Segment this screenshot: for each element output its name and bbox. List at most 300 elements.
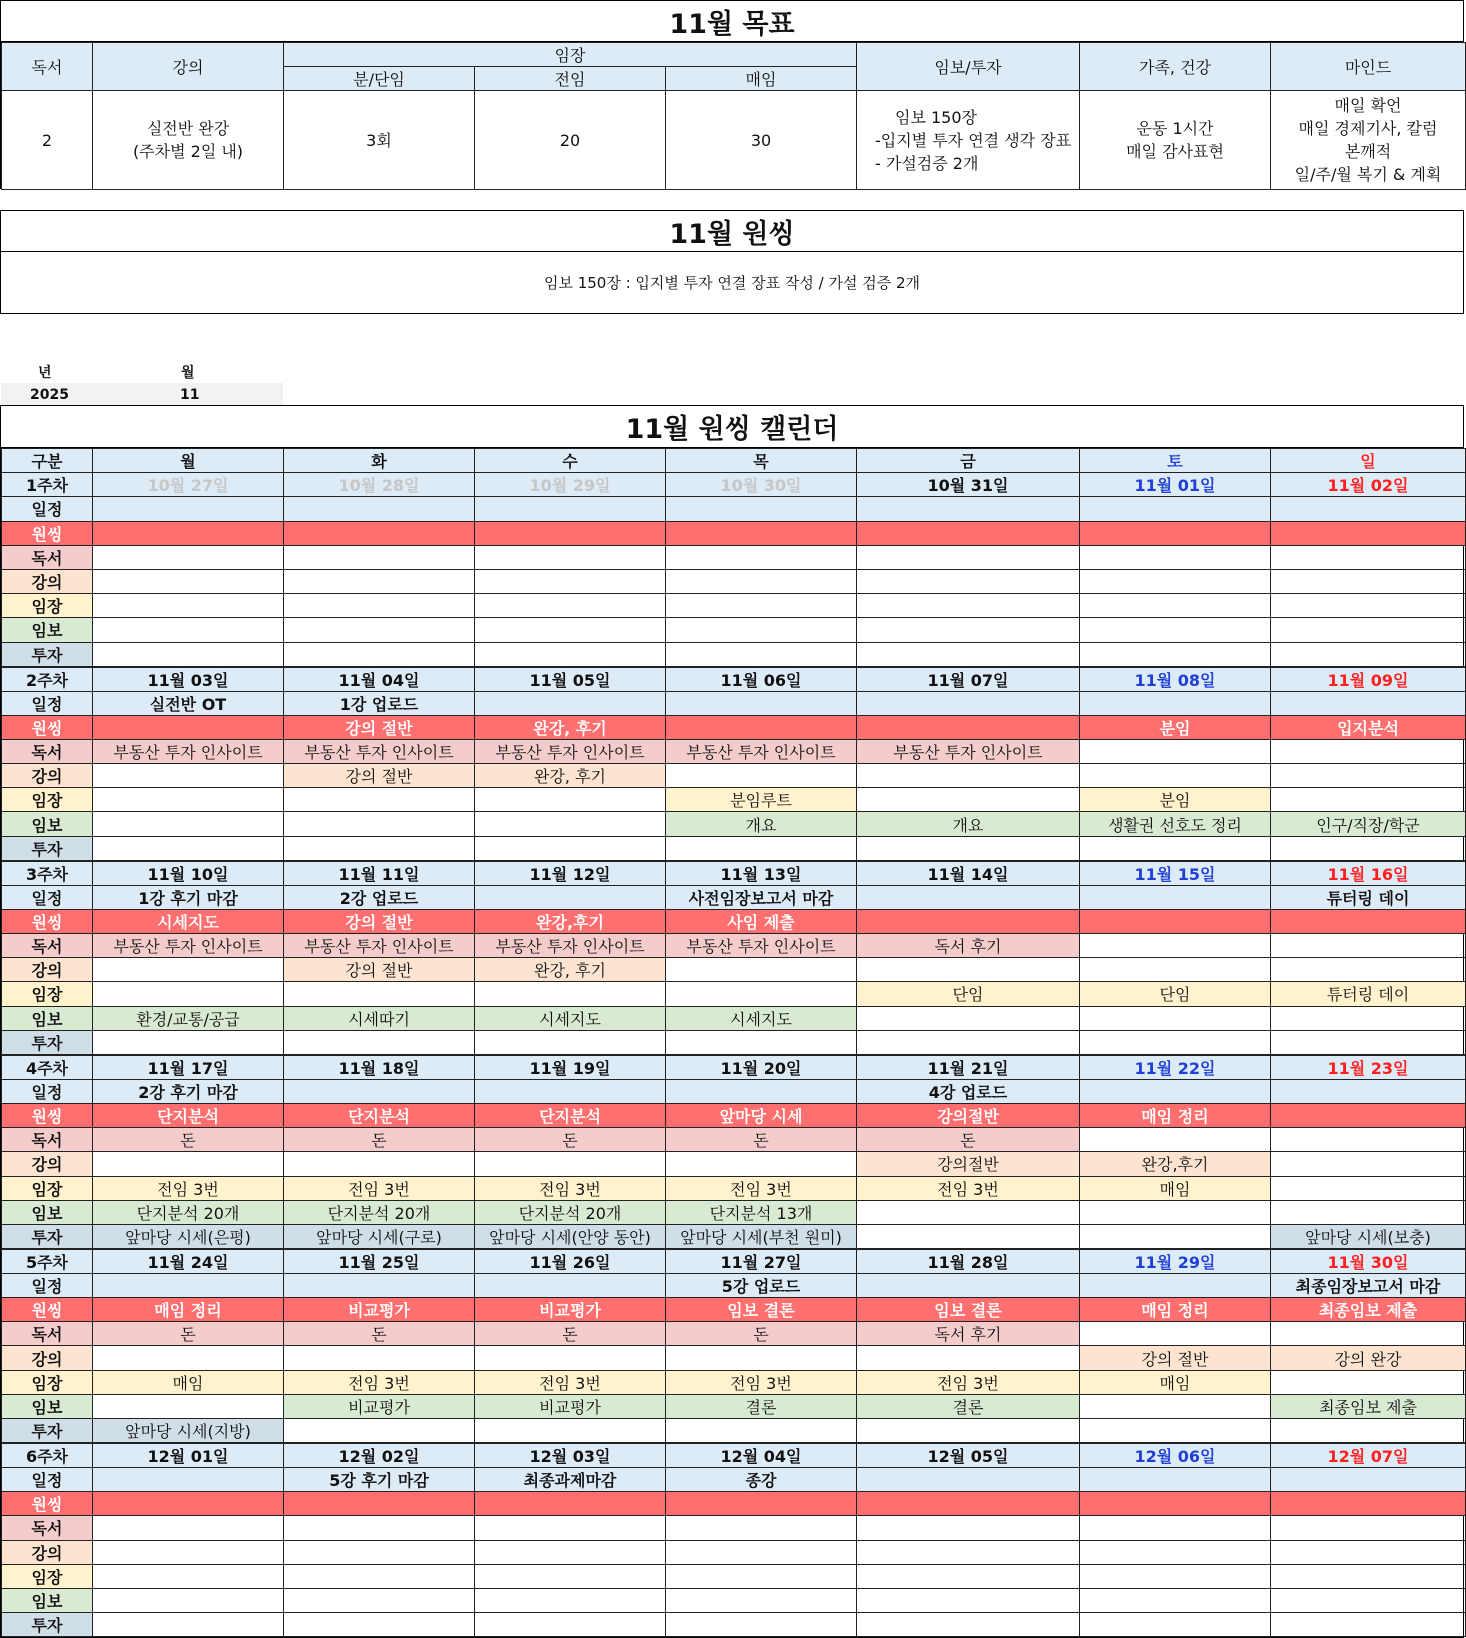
calendar-cell-imjang[interactable]: [284, 788, 475, 812]
calendar-cell-lecture[interactable]: [666, 1346, 857, 1370]
calendar-cell-one-thing[interactable]: 시세지도: [93, 909, 284, 933]
calendar-cell-invest[interactable]: [1271, 836, 1466, 861]
calendar-cell-one-thing[interactable]: 완강,후기: [475, 909, 666, 933]
calendar-cell-imbo[interactable]: [857, 1588, 1080, 1612]
calendar-cell-imjang[interactable]: [1080, 1564, 1271, 1588]
calendar-cell-imjang[interactable]: [1271, 788, 1466, 812]
calendar-date-cell[interactable]: 12월 02일: [284, 1443, 475, 1468]
calendar-cell-imjang[interactable]: [475, 1564, 666, 1588]
calendar-cell-invest[interactable]: 앞마당 시세(은평): [93, 1224, 284, 1249]
calendar-cell-schedule[interactable]: [475, 691, 666, 715]
calendar-date-cell[interactable]: 12월 04일: [666, 1443, 857, 1468]
calendar-cell-lecture[interactable]: [857, 569, 1080, 593]
calendar-cell-imjang[interactable]: [93, 982, 284, 1006]
calendar-cell-one-thing[interactable]: 강의절반: [857, 1103, 1080, 1127]
calendar-cell-lecture[interactable]: [1271, 764, 1466, 788]
calendar-date-cell[interactable]: 11월 03일: [93, 667, 284, 692]
calendar-cell-imbo[interactable]: 결론: [666, 1394, 857, 1418]
calendar-cell-schedule[interactable]: [1271, 1079, 1466, 1103]
calendar-cell-imjang[interactable]: [1271, 1564, 1466, 1588]
calendar-cell-imjang[interactable]: [475, 982, 666, 1006]
calendar-cell-lecture[interactable]: [857, 1540, 1080, 1564]
calendar-cell-imjang[interactable]: 전임 3번: [666, 1176, 857, 1200]
calendar-cell-schedule[interactable]: [284, 1079, 475, 1103]
calendar-cell-invest[interactable]: [475, 642, 666, 667]
calendar-cell-imbo[interactable]: [475, 812, 666, 836]
calendar-cell-one-thing[interactable]: [666, 715, 857, 739]
calendar-cell-imjang[interactable]: [475, 594, 666, 618]
calendar-cell-imbo[interactable]: 생활권 선호도 정리: [1080, 812, 1271, 836]
calendar-cell-one-thing[interactable]: 사임 제출: [666, 909, 857, 933]
calendar-cell-imbo[interactable]: [1080, 1394, 1271, 1418]
calendar-cell-imbo[interactable]: [1271, 1006, 1466, 1030]
calendar-cell-imbo[interactable]: 최종임보 제출: [1271, 1394, 1466, 1418]
calendar-cell-invest[interactable]: [93, 836, 284, 861]
calendar-cell-schedule[interactable]: 실전반 OT: [93, 691, 284, 715]
calendar-cell-lecture[interactable]: [1080, 569, 1271, 593]
calendar-cell-reading[interactable]: 독서 후기: [857, 934, 1080, 958]
calendar-cell-imbo[interactable]: [857, 1006, 1080, 1030]
calendar-cell-imjang[interactable]: [857, 788, 1080, 812]
calendar-cell-lecture[interactable]: [1080, 958, 1271, 982]
calendar-cell-imbo[interactable]: [1080, 618, 1271, 642]
calendar-cell-reading[interactable]: [1080, 545, 1271, 569]
calendar-cell-reading[interactable]: [857, 1516, 1080, 1540]
calendar-cell-one-thing[interactable]: 단지분석: [93, 1103, 284, 1127]
calendar-cell-reading[interactable]: 부동산 투자 인사이트: [284, 739, 475, 763]
calendar-cell-reading[interactable]: [1080, 1128, 1271, 1152]
calendar-cell-reading[interactable]: 부동산 투자 인사이트: [666, 739, 857, 763]
calendar-cell-reading[interactable]: 돈: [857, 1128, 1080, 1152]
calendar-cell-one-thing[interactable]: 강의 절반: [284, 909, 475, 933]
calendar-cell-imjang[interactable]: [93, 594, 284, 618]
calendar-cell-reading[interactable]: 돈: [666, 1322, 857, 1346]
calendar-cell-reading[interactable]: 돈: [284, 1322, 475, 1346]
calendar-cell-imjang[interactable]: [284, 594, 475, 618]
calendar-cell-lecture[interactable]: [93, 1346, 284, 1370]
calendar-cell-reading[interactable]: [475, 1516, 666, 1540]
calendar-cell-imjang[interactable]: 매임: [1080, 1176, 1271, 1200]
calendar-cell-lecture[interactable]: [93, 569, 284, 593]
calendar-cell-schedule[interactable]: [666, 1079, 857, 1103]
calendar-cell-reading[interactable]: 돈: [666, 1128, 857, 1152]
calendar-cell-invest[interactable]: [475, 1419, 666, 1444]
calendar-date-cell[interactable]: 11월 01일: [1080, 473, 1271, 497]
calendar-cell-reading[interactable]: 부동산 투자 인사이트: [284, 934, 475, 958]
calendar-cell-schedule[interactable]: [1271, 1468, 1466, 1492]
calendar-cell-schedule[interactable]: [666, 691, 857, 715]
calendar-date-cell[interactable]: 11월 20일: [666, 1055, 857, 1080]
calendar-cell-one-thing[interactable]: 비교평가: [284, 1298, 475, 1322]
calendar-cell-reading[interactable]: [475, 545, 666, 569]
calendar-cell-imbo[interactable]: 단지분석 13개: [666, 1200, 857, 1224]
calendar-cell-lecture[interactable]: [666, 1540, 857, 1564]
calendar-cell-one-thing[interactable]: [93, 521, 284, 545]
calendar-cell-lecture[interactable]: [284, 1152, 475, 1176]
calendar-cell-invest[interactable]: [475, 1030, 666, 1055]
calendar-cell-lecture[interactable]: [1271, 958, 1466, 982]
calendar-date-cell[interactable]: 11월 12일: [475, 861, 666, 886]
calendar-cell-schedule[interactable]: 1강 후기 마감: [93, 885, 284, 909]
calendar-cell-one-thing[interactable]: [1271, 1492, 1466, 1516]
calendar-cell-invest[interactable]: [1080, 1030, 1271, 1055]
calendar-cell-one-thing[interactable]: 강의 절반: [284, 715, 475, 739]
calendar-cell-invest[interactable]: [284, 836, 475, 861]
calendar-cell-reading[interactable]: [666, 545, 857, 569]
calendar-cell-reading[interactable]: 돈: [93, 1128, 284, 1152]
calendar-cell-schedule[interactable]: [1080, 691, 1271, 715]
calendar-cell-one-thing[interactable]: [1080, 909, 1271, 933]
calendar-cell-lecture[interactable]: 완강,후기: [1080, 1152, 1271, 1176]
calendar-date-cell[interactable]: 11월 18일: [284, 1055, 475, 1080]
calendar-date-cell[interactable]: 10월 28일: [284, 473, 475, 497]
calendar-cell-schedule[interactable]: [857, 1468, 1080, 1492]
calendar-cell-one-thing[interactable]: [666, 521, 857, 545]
calendar-cell-one-thing[interactable]: 완강, 후기: [475, 715, 666, 739]
calendar-cell-imjang[interactable]: [284, 1564, 475, 1588]
calendar-cell-schedule[interactable]: [1080, 1468, 1271, 1492]
calendar-cell-lecture[interactable]: 완강, 후기: [475, 764, 666, 788]
calendar-cell-schedule[interactable]: [93, 497, 284, 521]
calendar-cell-lecture[interactable]: 강의 절반: [284, 764, 475, 788]
calendar-cell-lecture[interactable]: [857, 1346, 1080, 1370]
calendar-cell-imbo[interactable]: 시세지도: [666, 1006, 857, 1030]
calendar-cell-invest[interactable]: [666, 836, 857, 861]
calendar-cell-imbo[interactable]: [1080, 1006, 1271, 1030]
calendar-cell-imjang[interactable]: 튜터링 데이: [1271, 982, 1466, 1006]
calendar-date-cell[interactable]: 11월 15일: [1080, 861, 1271, 886]
calendar-cell-schedule[interactable]: [475, 1079, 666, 1103]
calendar-cell-one-thing[interactable]: [1271, 521, 1466, 545]
calendar-cell-imbo[interactable]: [1271, 1200, 1466, 1224]
calendar-cell-lecture[interactable]: [857, 764, 1080, 788]
calendar-cell-invest[interactable]: [475, 1613, 666, 1637]
calendar-cell-lecture[interactable]: [93, 958, 284, 982]
calendar-cell-invest[interactable]: [1271, 642, 1466, 667]
calendar-cell-one-thing[interactable]: [1080, 521, 1271, 545]
calendar-cell-schedule[interactable]: 2강 업로드: [284, 885, 475, 909]
calendar-date-cell[interactable]: 11월 17일: [93, 1055, 284, 1080]
calendar-cell-invest[interactable]: 앞마당 시세(안양 동안): [475, 1224, 666, 1249]
calendar-cell-schedule[interactable]: 1강 업로드: [284, 691, 475, 715]
calendar-date-cell[interactable]: 11월 13일: [666, 861, 857, 886]
calendar-cell-schedule[interactable]: [1080, 1079, 1271, 1103]
calendar-cell-one-thing[interactable]: 비교평가: [475, 1298, 666, 1322]
calendar-cell-imjang[interactable]: 분임루트: [666, 788, 857, 812]
calendar-cell-schedule[interactable]: [284, 497, 475, 521]
calendar-cell-imjang[interactable]: [1271, 594, 1466, 618]
calendar-cell-reading[interactable]: [1080, 1516, 1271, 1540]
calendar-cell-imbo[interactable]: [475, 1588, 666, 1612]
calendar-cell-invest[interactable]: [666, 1030, 857, 1055]
calendar-cell-one-thing[interactable]: 분임: [1080, 715, 1271, 739]
calendar-date-cell[interactable]: 11월 08일: [1080, 667, 1271, 692]
calendar-cell-imjang[interactable]: [93, 788, 284, 812]
calendar-date-cell[interactable]: 11월 06일: [666, 667, 857, 692]
calendar-cell-imbo[interactable]: 단지분석 20개: [284, 1200, 475, 1224]
calendar-cell-schedule[interactable]: [93, 1468, 284, 1492]
calendar-cell-one-thing[interactable]: 매임 정리: [93, 1298, 284, 1322]
calendar-cell-reading[interactable]: [1080, 739, 1271, 763]
calendar-date-cell[interactable]: 11월 04일: [284, 667, 475, 692]
calendar-cell-invest[interactable]: [1271, 1613, 1466, 1637]
calendar-date-cell[interactable]: 11월 02일: [1271, 473, 1466, 497]
calendar-cell-invest[interactable]: [857, 642, 1080, 667]
calendar-cell-one-thing[interactable]: 임보 결론: [857, 1298, 1080, 1322]
calendar-cell-reading[interactable]: 부동산 투자 인사이트: [93, 934, 284, 958]
calendar-cell-schedule[interactable]: [1080, 885, 1271, 909]
calendar-date-cell[interactable]: 10월 29일: [475, 473, 666, 497]
calendar-cell-imbo[interactable]: [284, 618, 475, 642]
calendar-cell-imjang[interactable]: [93, 1564, 284, 1588]
calendar-cell-schedule[interactable]: [857, 885, 1080, 909]
calendar-cell-schedule[interactable]: 종강: [666, 1468, 857, 1492]
calendar-cell-imbo[interactable]: 시세지도: [475, 1006, 666, 1030]
calendar-cell-imbo[interactable]: 개요: [857, 812, 1080, 836]
calendar-cell-reading[interactable]: [1080, 934, 1271, 958]
calendar-cell-schedule[interactable]: 튜터링 데이: [1271, 885, 1466, 909]
calendar-cell-imjang[interactable]: [1271, 1176, 1466, 1200]
calendar-date-cell[interactable]: 11월 21일: [857, 1055, 1080, 1080]
calendar-cell-lecture[interactable]: [1271, 569, 1466, 593]
calendar-cell-imbo[interactable]: 결론: [857, 1394, 1080, 1418]
calendar-cell-lecture[interactable]: [666, 569, 857, 593]
calendar-cell-imjang[interactable]: [284, 982, 475, 1006]
calendar-cell-reading[interactable]: [857, 545, 1080, 569]
calendar-cell-one-thing[interactable]: 앞마당 시세: [666, 1103, 857, 1127]
calendar-cell-invest[interactable]: [857, 1224, 1080, 1249]
calendar-cell-lecture[interactable]: 강의 절반: [1080, 1346, 1271, 1370]
calendar-cell-one-thing[interactable]: [857, 715, 1080, 739]
calendar-cell-lecture[interactable]: [475, 569, 666, 593]
calendar-cell-invest[interactable]: [93, 1613, 284, 1637]
calendar-cell-schedule[interactable]: [1271, 691, 1466, 715]
calendar-cell-reading[interactable]: [666, 1516, 857, 1540]
calendar-cell-lecture[interactable]: [284, 1540, 475, 1564]
calendar-date-cell[interactable]: 10월 31일: [857, 473, 1080, 497]
calendar-cell-invest[interactable]: [475, 836, 666, 861]
calendar-cell-imbo[interactable]: [857, 1200, 1080, 1224]
calendar-cell-invest[interactable]: 앞마당 시세(지방): [93, 1419, 284, 1444]
calendar-cell-imbo[interactable]: [475, 618, 666, 642]
calendar-date-cell[interactable]: 11월 22일: [1080, 1055, 1271, 1080]
calendar-cell-reading[interactable]: 독서 후기: [857, 1322, 1080, 1346]
calendar-cell-imjang[interactable]: [857, 1564, 1080, 1588]
calendar-date-cell[interactable]: 11월 05일: [475, 667, 666, 692]
calendar-cell-lecture[interactable]: [666, 1152, 857, 1176]
calendar-date-cell[interactable]: 11월 14일: [857, 861, 1080, 886]
calendar-cell-reading[interactable]: [284, 545, 475, 569]
calendar-cell-schedule[interactable]: 4강 업로드: [857, 1079, 1080, 1103]
calendar-cell-lecture[interactable]: [857, 958, 1080, 982]
calendar-date-cell[interactable]: 11월 27일: [666, 1249, 857, 1274]
calendar-cell-one-thing[interactable]: [93, 715, 284, 739]
calendar-date-cell[interactable]: 11월 24일: [93, 1249, 284, 1274]
calendar-cell-one-thing[interactable]: [1271, 909, 1466, 933]
calendar-date-cell[interactable]: 12월 07일: [1271, 1443, 1466, 1468]
calendar-cell-imbo[interactable]: 환경/교통/공급: [93, 1006, 284, 1030]
calendar-cell-invest[interactable]: [93, 642, 284, 667]
calendar-cell-imjang[interactable]: 매임: [93, 1370, 284, 1394]
calendar-cell-imjang[interactable]: 전임 3번: [857, 1370, 1080, 1394]
calendar-date-cell[interactable]: 11월 19일: [475, 1055, 666, 1080]
calendar-cell-invest[interactable]: [1271, 1030, 1466, 1055]
calendar-cell-one-thing[interactable]: 입지분석: [1271, 715, 1466, 739]
calendar-cell-schedule[interactable]: [1080, 1273, 1271, 1297]
calendar-cell-invest[interactable]: [93, 1030, 284, 1055]
calendar-cell-imjang[interactable]: [475, 788, 666, 812]
calendar-cell-imbo[interactable]: [1080, 1200, 1271, 1224]
calendar-cell-imjang[interactable]: 전임 3번: [475, 1176, 666, 1200]
calendar-date-cell[interactable]: 11월 25일: [284, 1249, 475, 1274]
calendar-cell-reading[interactable]: [93, 545, 284, 569]
calendar-cell-imbo[interactable]: [284, 812, 475, 836]
calendar-cell-one-thing[interactable]: [1271, 1103, 1466, 1127]
calendar-cell-reading[interactable]: 돈: [475, 1322, 666, 1346]
calendar-cell-imbo[interactable]: 시세따기: [284, 1006, 475, 1030]
calendar-cell-imbo[interactable]: [93, 1588, 284, 1612]
calendar-cell-one-thing[interactable]: [475, 521, 666, 545]
calendar-cell-schedule[interactable]: [475, 885, 666, 909]
calendar-cell-reading[interactable]: [1271, 545, 1466, 569]
calendar-cell-imbo[interactable]: 비교평가: [284, 1394, 475, 1418]
calendar-cell-reading[interactable]: 돈: [93, 1322, 284, 1346]
calendar-cell-invest[interactable]: 앞마당 시세(보충): [1271, 1224, 1466, 1249]
calendar-cell-schedule[interactable]: [857, 691, 1080, 715]
calendar-cell-imbo[interactable]: 단지분석 20개: [93, 1200, 284, 1224]
calendar-date-cell[interactable]: 11월 26일: [475, 1249, 666, 1274]
calendar-cell-invest[interactable]: [857, 836, 1080, 861]
calendar-cell-invest[interactable]: [284, 1419, 475, 1444]
calendar-cell-schedule[interactable]: [284, 1273, 475, 1297]
calendar-cell-reading[interactable]: 부동산 투자 인사이트: [93, 739, 284, 763]
calendar-cell-imjang[interactable]: 단임: [857, 982, 1080, 1006]
calendar-cell-one-thing[interactable]: 단지분석: [475, 1103, 666, 1127]
calendar-cell-schedule[interactable]: [475, 1273, 666, 1297]
month-value[interactable]: 11: [180, 387, 200, 403]
calendar-cell-invest[interactable]: [1080, 1613, 1271, 1637]
calendar-date-cell[interactable]: 12월 06일: [1080, 1443, 1271, 1468]
calendar-date-cell[interactable]: 10월 30일: [666, 473, 857, 497]
calendar-cell-reading[interactable]: 돈: [475, 1128, 666, 1152]
calendar-date-cell[interactable]: 11월 16일: [1271, 861, 1466, 886]
calendar-cell-one-thing[interactable]: [1080, 1492, 1271, 1516]
calendar-cell-invest[interactable]: [857, 1419, 1080, 1444]
calendar-cell-reading[interactable]: [1271, 1128, 1466, 1152]
calendar-cell-lecture[interactable]: 강의 절반: [284, 958, 475, 982]
calendar-cell-schedule[interactable]: [1271, 497, 1466, 521]
calendar-cell-schedule[interactable]: [857, 497, 1080, 521]
calendar-cell-lecture[interactable]: [666, 764, 857, 788]
calendar-cell-imbo[interactable]: [1271, 618, 1466, 642]
calendar-cell-reading[interactable]: [1271, 739, 1466, 763]
calendar-cell-reading[interactable]: [1271, 934, 1466, 958]
calendar-cell-schedule[interactable]: 최종임장보고서 마감: [1271, 1273, 1466, 1297]
calendar-cell-imbo[interactable]: [93, 1394, 284, 1418]
calendar-cell-one-thing[interactable]: [284, 1492, 475, 1516]
calendar-cell-lecture[interactable]: [1080, 764, 1271, 788]
calendar-cell-one-thing[interactable]: [475, 1492, 666, 1516]
calendar-date-cell[interactable]: 11월 09일: [1271, 667, 1466, 692]
calendar-cell-schedule[interactable]: 사전임장보고서 마감: [666, 885, 857, 909]
calendar-cell-lecture[interactable]: [93, 764, 284, 788]
calendar-cell-lecture[interactable]: [1271, 1540, 1466, 1564]
calendar-cell-imbo[interactable]: [284, 1588, 475, 1612]
calendar-cell-one-thing[interactable]: 단지분석: [284, 1103, 475, 1127]
calendar-cell-lecture[interactable]: [475, 1346, 666, 1370]
calendar-cell-imjang[interactable]: 분임: [1080, 788, 1271, 812]
calendar-cell-one-thing[interactable]: [666, 1492, 857, 1516]
calendar-cell-invest[interactable]: [1080, 1224, 1271, 1249]
calendar-cell-imjang[interactable]: 전임 3번: [284, 1176, 475, 1200]
calendar-cell-one-thing[interactable]: [857, 909, 1080, 933]
calendar-cell-imbo[interactable]: [666, 1588, 857, 1612]
calendar-cell-schedule[interactable]: 최종과제마감: [475, 1468, 666, 1492]
calendar-date-cell[interactable]: 12월 03일: [475, 1443, 666, 1468]
calendar-cell-one-thing[interactable]: 매임 정리: [1080, 1298, 1271, 1322]
calendar-cell-one-thing[interactable]: [857, 1492, 1080, 1516]
calendar-cell-invest[interactable]: [666, 642, 857, 667]
calendar-cell-lecture[interactable]: 강의절반: [857, 1152, 1080, 1176]
calendar-cell-imjang[interactable]: [666, 1564, 857, 1588]
calendar-cell-schedule[interactable]: 5강 후기 마감: [284, 1468, 475, 1492]
calendar-cell-invest[interactable]: 앞마당 시세(부천 원미): [666, 1224, 857, 1249]
calendar-date-cell[interactable]: 11월 23일: [1271, 1055, 1466, 1080]
calendar-cell-schedule[interactable]: [1080, 497, 1271, 521]
calendar-cell-invest[interactable]: [1271, 1419, 1466, 1444]
calendar-cell-imjang[interactable]: [1271, 1370, 1466, 1394]
calendar-cell-imjang[interactable]: 전임 3번: [857, 1176, 1080, 1200]
calendar-cell-reading[interactable]: 부동산 투자 인사이트: [475, 934, 666, 958]
calendar-cell-imjang[interactable]: 전임 3번: [284, 1370, 475, 1394]
calendar-cell-imbo[interactable]: 비교평가: [475, 1394, 666, 1418]
calendar-date-cell[interactable]: 12월 01일: [93, 1443, 284, 1468]
calendar-cell-invest[interactable]: [666, 1419, 857, 1444]
calendar-cell-schedule[interactable]: [666, 497, 857, 521]
calendar-date-cell[interactable]: 10월 27일: [93, 473, 284, 497]
calendar-cell-schedule[interactable]: 5강 업로드: [666, 1273, 857, 1297]
calendar-cell-reading[interactable]: [93, 1516, 284, 1540]
calendar-cell-reading[interactable]: [1271, 1516, 1466, 1540]
calendar-cell-invest[interactable]: [1080, 1419, 1271, 1444]
calendar-cell-reading[interactable]: 부동산 투자 인사이트: [475, 739, 666, 763]
calendar-cell-invest[interactable]: [1080, 836, 1271, 861]
calendar-cell-reading[interactable]: 부동산 투자 인사이트: [666, 934, 857, 958]
calendar-cell-one-thing[interactable]: [93, 1492, 284, 1516]
calendar-cell-imbo[interactable]: [1080, 1588, 1271, 1612]
calendar-cell-reading[interactable]: [1271, 1322, 1466, 1346]
calendar-cell-lecture[interactable]: [666, 958, 857, 982]
calendar-cell-reading[interactable]: 부동산 투자 인사이트: [857, 739, 1080, 763]
calendar-cell-schedule[interactable]: [93, 1273, 284, 1297]
calendar-cell-imjang[interactable]: [1080, 594, 1271, 618]
calendar-cell-invest[interactable]: [1080, 642, 1271, 667]
calendar-cell-one-thing[interactable]: [857, 521, 1080, 545]
calendar-cell-invest[interactable]: [857, 1030, 1080, 1055]
calendar-date-cell[interactable]: 11월 30일: [1271, 1249, 1466, 1274]
calendar-cell-imbo[interactable]: 단지분석 20개: [475, 1200, 666, 1224]
calendar-cell-lecture[interactable]: [284, 569, 475, 593]
calendar-cell-imjang[interactable]: 단임: [1080, 982, 1271, 1006]
calendar-cell-imbo[interactable]: 개요: [666, 812, 857, 836]
calendar-cell-one-thing[interactable]: 최종임보 제출: [1271, 1298, 1466, 1322]
calendar-cell-imbo[interactable]: [93, 812, 284, 836]
calendar-cell-schedule[interactable]: [475, 497, 666, 521]
calendar-cell-reading[interactable]: 돈: [284, 1128, 475, 1152]
year-value[interactable]: 2025: [30, 387, 69, 403]
calendar-cell-imbo[interactable]: 인구/직장/학군: [1271, 812, 1466, 836]
calendar-cell-reading[interactable]: [284, 1516, 475, 1540]
